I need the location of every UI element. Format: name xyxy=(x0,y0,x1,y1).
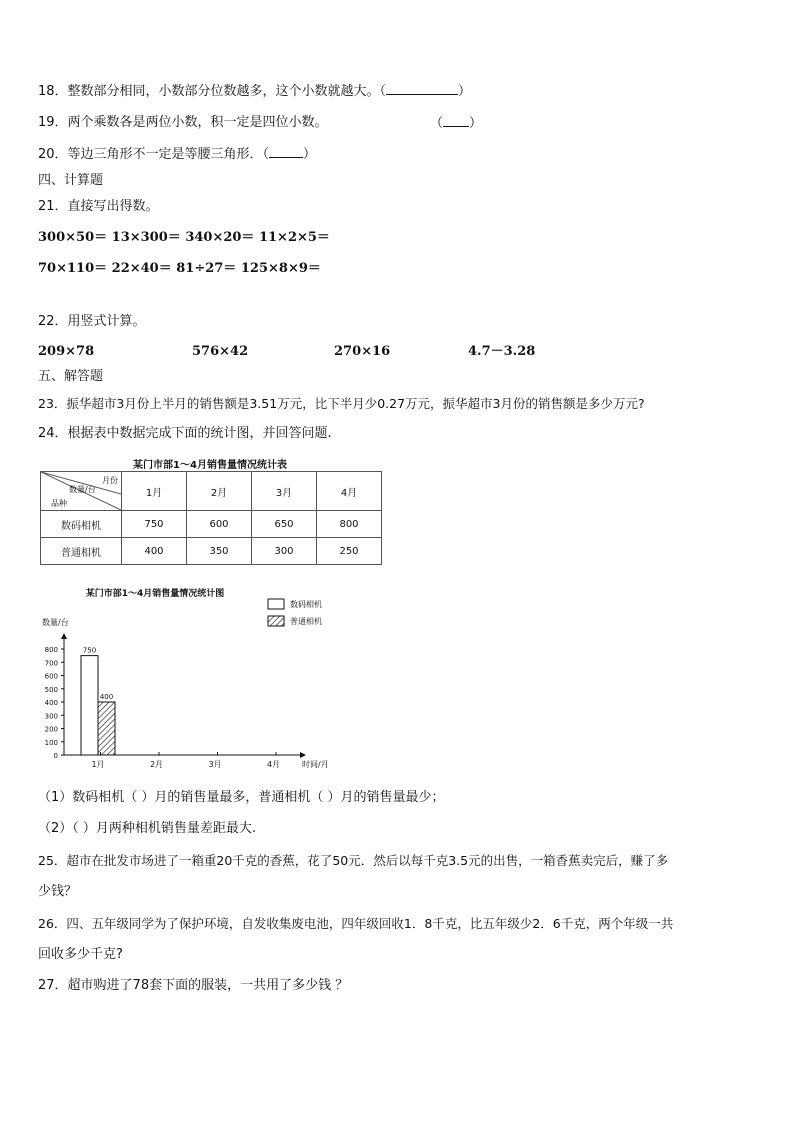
y-tick-label: 300 xyxy=(44,712,58,721)
calc-row-2: 70×110＝ 22×40＝ 81÷27＝ 125×8×9＝ xyxy=(38,261,321,276)
x-axis-arrow xyxy=(300,752,306,758)
table-month-header: 4月 xyxy=(317,472,382,511)
table-month-header: 2月 xyxy=(187,472,252,511)
table-cell: 400 xyxy=(122,538,187,565)
x-axis-label: 时间/月 xyxy=(302,760,329,769)
y-tick-label: 0 xyxy=(53,752,58,760)
table-row-label: 普通相机 xyxy=(41,538,122,565)
y-tick-label: 600 xyxy=(44,672,58,681)
question-24-2: （2）（ ）月两种相机销售量差距最大. xyxy=(38,821,257,836)
table-cell: 350 xyxy=(187,538,252,565)
question-21: 21．直接写出得数。 xyxy=(38,199,159,214)
legend-swatch xyxy=(268,599,284,609)
question-22: 22．用竖式计算。 xyxy=(38,314,146,329)
table-cell: 750 xyxy=(122,511,187,538)
question-25-line1: 25．超市在批发市场进了一箱重20千克的香蕉，花了50元．然后以每千克3.5元的出售，一箱香蕉卖完后，赚了多 xyxy=(38,853,669,868)
y-axis-label: 数量/台 xyxy=(42,618,69,627)
sales-table xyxy=(40,471,382,565)
answer-blank[interactable] xyxy=(443,114,469,127)
table-row xyxy=(41,511,382,538)
chart-title: 某门市部1～4月销售量情况统计图 xyxy=(85,589,225,599)
question-26-line1: 26．四、五年级同学为了保护环境，自发收集废电池，四年级回收1．8千克，比五年级少2．6千克，两个年级一共 xyxy=(38,916,674,931)
bar-regular-camera xyxy=(98,702,115,755)
table-cell: 300 xyxy=(252,538,317,565)
y-tick-label: 100 xyxy=(44,738,58,747)
question-24-1: （1）数码相机（ ）月的销售量最多，普通相机（ ）月的销售量最少； xyxy=(38,790,445,805)
y-tick-label: 500 xyxy=(44,685,58,694)
table-title: 某门市部1～4月销售量情况统计表 xyxy=(133,460,287,471)
section-4-heading: 四、计算题 xyxy=(38,173,104,188)
bar-data-label: 750 xyxy=(82,646,97,655)
legend-swatch xyxy=(268,616,284,626)
y-tick-label: 200 xyxy=(44,725,58,734)
x-tick-label: 4月 xyxy=(266,760,281,769)
bar-data-label: 400 xyxy=(99,693,114,701)
answer-blank[interactable] xyxy=(386,82,458,95)
bar-digital-camera xyxy=(81,656,98,755)
table-corner-cell: 月份 数量/台 品种 xyxy=(41,472,122,511)
question-25-line2: 少钱？ xyxy=(38,884,78,899)
x-tick-label: 3月 xyxy=(208,760,222,769)
table-row-label: 数码相机 xyxy=(41,511,122,538)
table-month-header: 1月 xyxy=(122,472,187,511)
y-tick-label: 700 xyxy=(44,659,58,668)
table-cell: 600 xyxy=(187,511,252,538)
question-19: 19．两个乘数各是两位小数，积一定是四位小数。 （ ） xyxy=(38,115,483,131)
x-tick-label: 2月 xyxy=(149,760,164,769)
y-axis-arrow xyxy=(61,633,67,639)
table-header-row xyxy=(41,472,382,511)
sales-bar-chart xyxy=(0,590,794,790)
table-cell: 650 xyxy=(252,511,317,538)
x-tick-label: 1月 xyxy=(91,760,105,769)
question-23: 23．振华超市3月份上半月的销售额是3.51万元，比下半月少0.27万元，振华超市3月份的销售额是多少万元? xyxy=(38,396,645,411)
legend-label: 普通相机 xyxy=(290,617,322,626)
table-row xyxy=(41,538,382,565)
legend-label: 数码相机 xyxy=(290,600,322,609)
question-27: 27．超市购进了78套下面的服装，一共用了多少钱 ？ xyxy=(38,978,349,993)
y-tick-label: 800 xyxy=(44,646,58,654)
question-20: 20．等边三角形不一定是等腰三角形．（ ） xyxy=(38,147,317,162)
table-cell: 250 xyxy=(317,538,382,565)
section-5-heading: 五、解答题 xyxy=(38,369,104,384)
question-26-line2: 回收多少千克? xyxy=(38,947,123,962)
table-month-header: 3月 xyxy=(252,472,317,511)
question-18: 18．整数部分相同，小数部分位数越多，这个小数就越大。（ ） xyxy=(38,84,472,99)
answer-blank[interactable] xyxy=(269,145,303,158)
y-tick-label: 400 xyxy=(44,699,58,707)
table-cell: 800 xyxy=(317,511,382,538)
calc-row-1: 300×50＝ 13×300＝ 340×20＝ 11×2×5＝ xyxy=(38,230,330,245)
question-24: 24．根据表中数据完成下面的统计图，并回答问题. xyxy=(38,426,332,441)
